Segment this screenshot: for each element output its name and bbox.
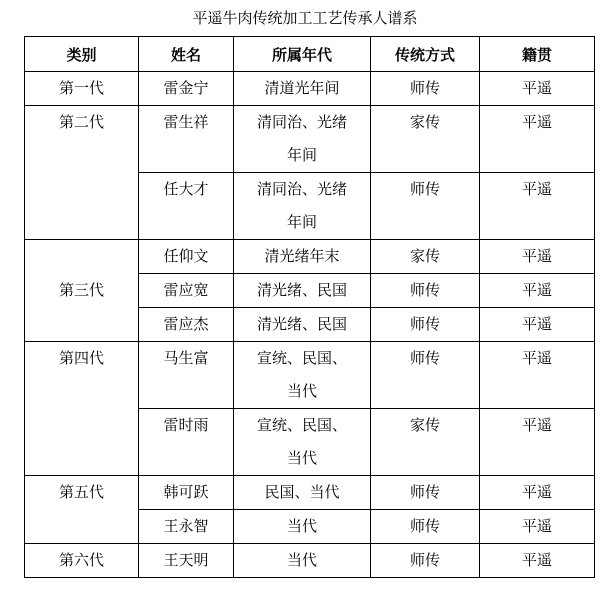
method-cell: 家传 (371, 106, 480, 173)
era-cell: 宣统、民国、当代 (234, 342, 371, 409)
name-cell: 雷金宁 (139, 72, 234, 106)
era-cell: 当代 (234, 544, 371, 578)
origin-cell: 平遥 (480, 240, 595, 274)
era-cell: 宣统、民国、当代 (234, 409, 371, 476)
name-cell: 王天明 (139, 544, 234, 578)
origin-cell: 平遥 (480, 72, 595, 106)
table-row (25, 106, 595, 173)
name-cell: 雷应宽 (139, 274, 234, 308)
origin-cell: 平遥 (480, 308, 595, 342)
page-title: 平遥牛肉传统加工工艺传承人谱系 (192, 9, 418, 27)
header-category: 类别 (25, 37, 139, 72)
name-cell: 任大才 (139, 173, 234, 240)
era-cell: 清光绪、民国 (234, 308, 371, 342)
header-origin: 籍贯 (480, 37, 595, 72)
origin-cell: 平遥 (480, 544, 595, 578)
origin-cell: 平遥 (480, 409, 595, 476)
era-cell: 清光绪、民国 (234, 274, 371, 308)
name-cell: 雷应杰 (139, 308, 234, 342)
origin-cell: 平遥 (480, 274, 595, 308)
table-row (25, 342, 595, 409)
header-era: 所属年代 (234, 37, 371, 72)
table-row (25, 72, 595, 106)
name-cell: 王永智 (139, 510, 234, 544)
generation-cell: 第二代 (25, 106, 139, 240)
method-cell: 师传 (371, 274, 480, 308)
origin-cell: 平遥 (480, 476, 595, 510)
name-cell: 雷生祥 (139, 106, 234, 173)
name-cell: 任仰文 (139, 240, 234, 274)
era-cell: 当代 (234, 510, 371, 544)
origin-cell: 平遥 (480, 342, 595, 409)
header-row (25, 37, 595, 72)
era-cell: 清同治、光绪年间 (234, 106, 371, 173)
method-cell: 师传 (371, 476, 480, 510)
origin-cell: 平遥 (480, 510, 595, 544)
era-cell: 民国、当代 (234, 476, 371, 510)
generation-cell: 第三代 (25, 240, 139, 342)
method-cell: 师传 (371, 544, 480, 578)
generation-cell: 第六代 (25, 544, 139, 578)
method-cell: 师传 (371, 72, 480, 106)
table-row (25, 476, 595, 510)
header-method: 传统方式 (371, 37, 480, 72)
origin-cell: 平遥 (480, 173, 595, 240)
era-cell: 清光绪年末 (234, 240, 371, 274)
name-cell: 韩可跃 (139, 476, 234, 510)
table-row (25, 240, 595, 274)
table-row (25, 544, 595, 578)
era-cell: 清道光年间 (234, 72, 371, 106)
method-cell: 师传 (371, 510, 480, 544)
method-cell: 家传 (371, 409, 480, 476)
name-cell: 雷时雨 (139, 409, 234, 476)
origin-cell: 平遥 (480, 106, 595, 173)
generation-cell: 第五代 (25, 476, 139, 544)
generation-cell: 第四代 (25, 342, 139, 476)
header-name: 姓名 (139, 37, 234, 72)
method-cell: 家传 (371, 240, 480, 274)
lineage-table (24, 36, 595, 578)
method-cell: 师传 (371, 342, 480, 409)
method-cell: 师传 (371, 173, 480, 240)
method-cell: 师传 (371, 308, 480, 342)
generation-cell: 第一代 (25, 72, 139, 106)
name-cell: 马生富 (139, 342, 234, 409)
era-cell: 清同治、光绪年间 (234, 173, 371, 240)
